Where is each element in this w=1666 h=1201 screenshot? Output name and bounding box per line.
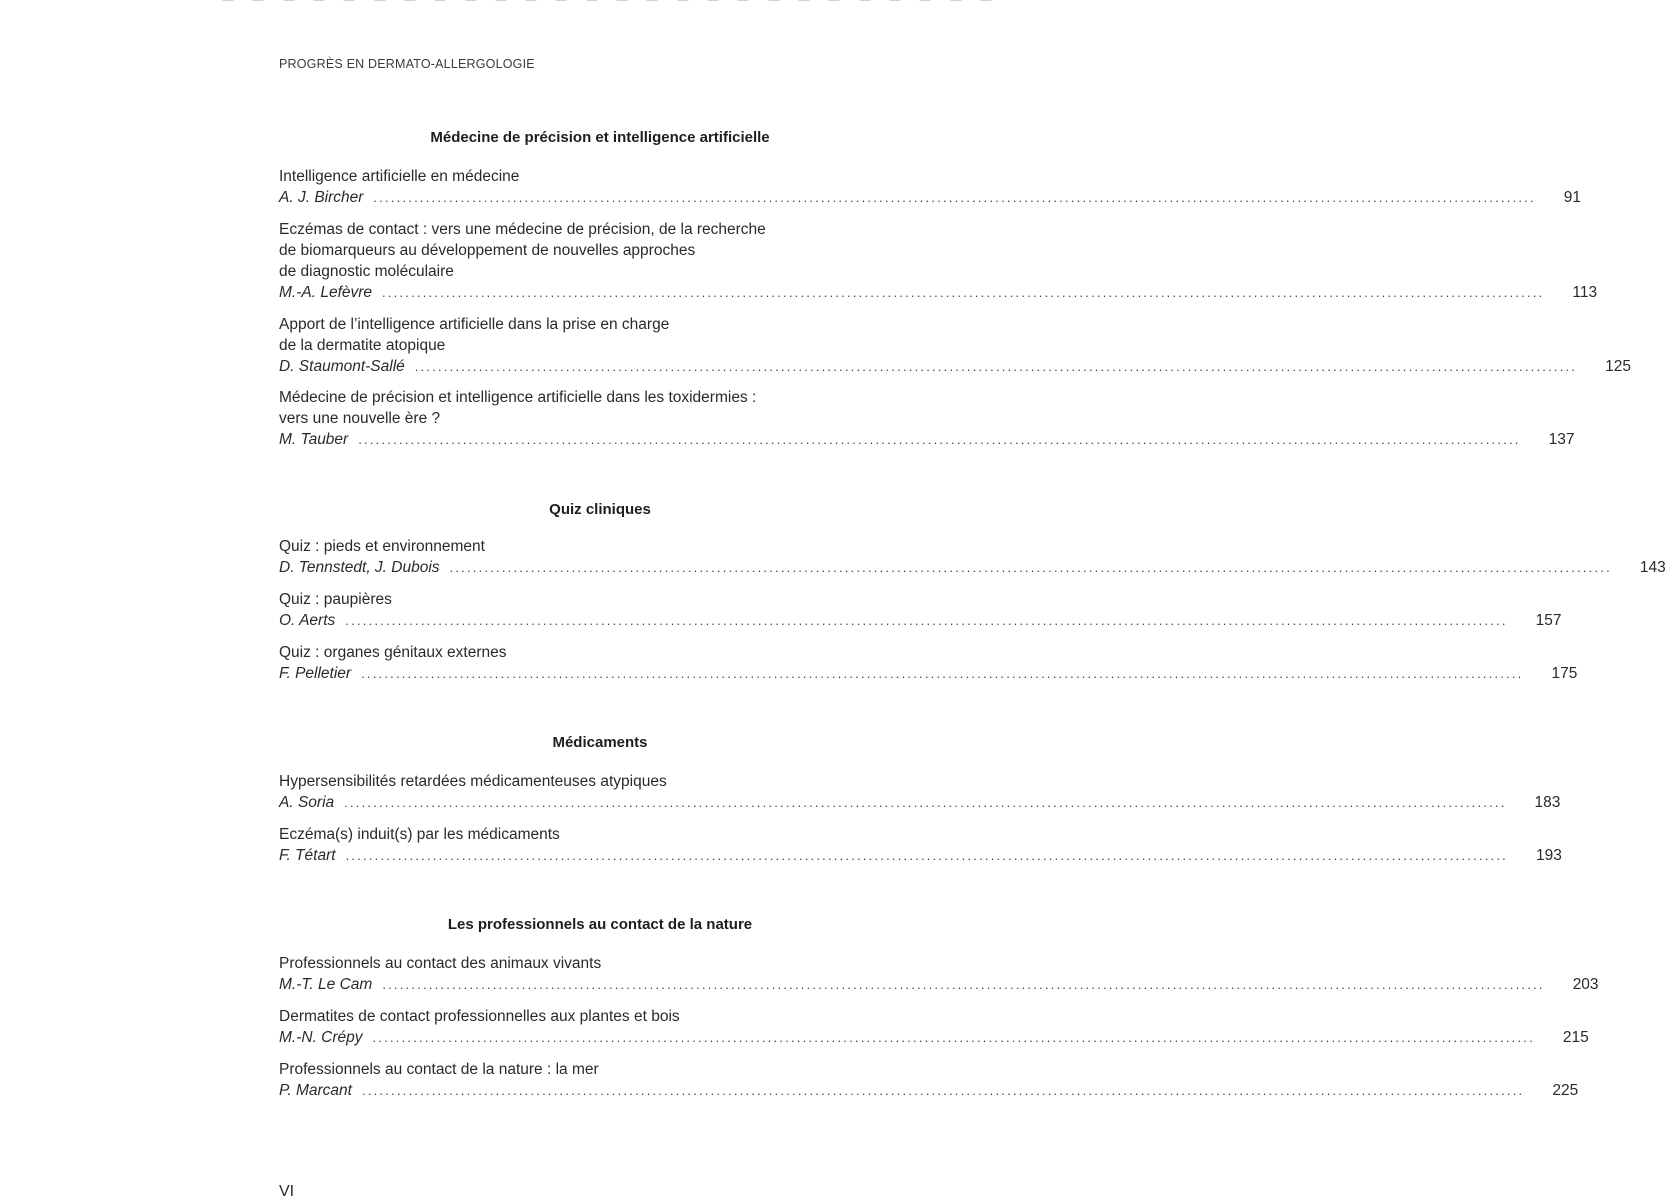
toc-section	[279, 733, 921, 753]
entry-author-line	[279, 845, 1562, 866]
dot-leader: ........................................................................................................................................................................................................	[372, 1030, 1535, 1045]
toc-entry[interactable]	[279, 642, 1578, 684]
toc-section	[279, 500, 921, 520]
dot-leader: ........................................................................................................................................................................................................	[373, 190, 1536, 205]
dot-leader: ........................................................................................................................................................................................................	[344, 795, 1507, 810]
entry-title-line: de biomarqueurs au développement de nouvelles approches	[279, 242, 696, 259]
toc-entry[interactable]	[279, 1059, 1579, 1101]
dot-leader: ........................................................................................................................................................................................................	[345, 613, 1508, 628]
section-title: Les professionnels au contact de la nature	[447, 916, 753, 933]
entry-author: A. Soria	[279, 794, 335, 811]
top-decorative-dashes	[222, 0, 992, 4]
entry-author: A. J. Bircher	[279, 189, 364, 206]
entry-author: O. Aerts	[279, 612, 336, 629]
entry-title-line: de la dermatite atopique	[279, 337, 446, 354]
toc-entry[interactable]	[279, 387, 1575, 450]
entry-page-number: 175	[1551, 665, 1578, 682]
entry-author: D. Staumont-Sallé	[279, 358, 405, 375]
toc-section	[279, 915, 921, 935]
entry-author: F. Tétart	[279, 847, 336, 864]
entry-page-number: 225	[1552, 1082, 1579, 1099]
dot-leader: ........................................................................................................................................................................................................	[361, 666, 1524, 681]
entry-page-number: 143	[1639, 559, 1666, 576]
entry-author-line	[279, 1027, 1589, 1048]
dot-leader: ........................................................................................................................................................................................................	[358, 432, 1521, 447]
entry-page-number: 125	[1605, 358, 1632, 375]
dot-leader: ........................................................................................................................................................................................................	[361, 1083, 1525, 1098]
dot-leader: ........................................................................................................................................................................................................	[382, 285, 1545, 300]
entry-title-line: Quiz : pieds et environnement	[279, 538, 485, 555]
entry-page-number: 193	[1535, 847, 1562, 864]
entry-author-line	[279, 663, 1578, 684]
toc-entry[interactable]	[279, 953, 1599, 995]
entry-title-line: Professionnels au contact des animaux vivants	[279, 955, 602, 972]
entry-title-line: Eczéma(s) induit(s) par les médicaments	[279, 826, 560, 843]
entry-title-line: Eczémas de contact : vers une médecine de précision, de la recherche	[279, 221, 766, 238]
entry-author: M. Tauber	[279, 431, 349, 448]
entry-author: P. Marcant	[279, 1082, 352, 1099]
entry-author: M.-N. Crépy	[279, 1029, 363, 1046]
toc-entry[interactable]	[279, 1006, 1589, 1048]
entry-author-line	[279, 610, 1562, 631]
dot-leader: ........................................................................................................................................................................................................	[382, 977, 1545, 992]
entry-author-line	[279, 792, 1561, 813]
entry-title-line: Intelligence artificielle en médecine	[279, 168, 520, 185]
toc-section	[279, 128, 921, 148]
entry-title-line: Médecine de précision et intelligence artificielle dans les toxidermies :	[279, 389, 757, 406]
entry-author: F. Pelletier	[279, 665, 352, 682]
entry-title-line: de diagnostic moléculaire	[279, 263, 454, 280]
toc-entry[interactable]	[279, 314, 1632, 377]
entry-author-line	[279, 974, 1599, 995]
toc-entry[interactable]	[279, 771, 1561, 813]
entry-author-line	[279, 1080, 1579, 1101]
section-title: Quiz cliniques	[549, 501, 651, 518]
entry-page-number: 91	[1563, 189, 1582, 206]
entry-title-line: vers une nouvelle ère ?	[279, 410, 441, 427]
entry-title-line: Quiz : paupières	[279, 591, 392, 608]
entry-title-line: Hypersensibilités retardées médicamenteuses atypiques	[279, 773, 667, 790]
entry-author-line	[279, 429, 1575, 450]
entry-title-line: Dermatites de contact professionnelles aux plantes et bois	[279, 1008, 680, 1025]
dot-leader: ........................................................................................................................................................................................................	[414, 359, 1578, 374]
toc-entry[interactable]	[279, 824, 1562, 866]
section-title: Médicaments	[552, 734, 648, 751]
entry-page-number: 215	[1562, 1029, 1589, 1046]
entry-page-number: 137	[1548, 431, 1575, 448]
entry-page-number: 183	[1534, 794, 1561, 811]
dot-leader: ........................................................................................................................................................................................................	[345, 848, 1508, 863]
entry-author-line	[279, 356, 1632, 377]
dot-leader: ........................................................................................................................................................................................................	[449, 560, 1612, 575]
entry-author: M.-T. Le Cam	[279, 976, 373, 993]
entry-author-line	[279, 557, 1666, 578]
entry-page-number: 113	[1572, 284, 1598, 301]
entry-author: D. Tennstedt, J. Dubois	[279, 559, 440, 576]
toc-entry[interactable]	[279, 589, 1562, 631]
entry-author: M.-A. Lefèvre	[279, 284, 373, 301]
toc-entry[interactable]	[279, 219, 1598, 303]
entry-title-line: Professionnels au contact de la nature : la mer	[279, 1061, 599, 1078]
section-title: Médecine de précision et intelligence artificielle	[430, 129, 770, 146]
entry-page-number: 203	[1572, 976, 1599, 993]
entry-author-line	[279, 187, 1582, 208]
running-head: PROGRÈS EN DERMATO-ALLERGOLOGIE	[279, 57, 535, 71]
entry-title-line: Quiz : organes génitaux externes	[279, 644, 507, 661]
page-folio: VI	[279, 1183, 295, 1200]
toc-entry[interactable]	[279, 166, 1582, 208]
toc-entry[interactable]	[279, 536, 1666, 578]
entry-title-line: Apport de l’intelligence artificielle dans la prise en charge	[279, 316, 670, 333]
entry-author-line	[279, 282, 1598, 303]
entry-page-number: 157	[1535, 612, 1562, 629]
